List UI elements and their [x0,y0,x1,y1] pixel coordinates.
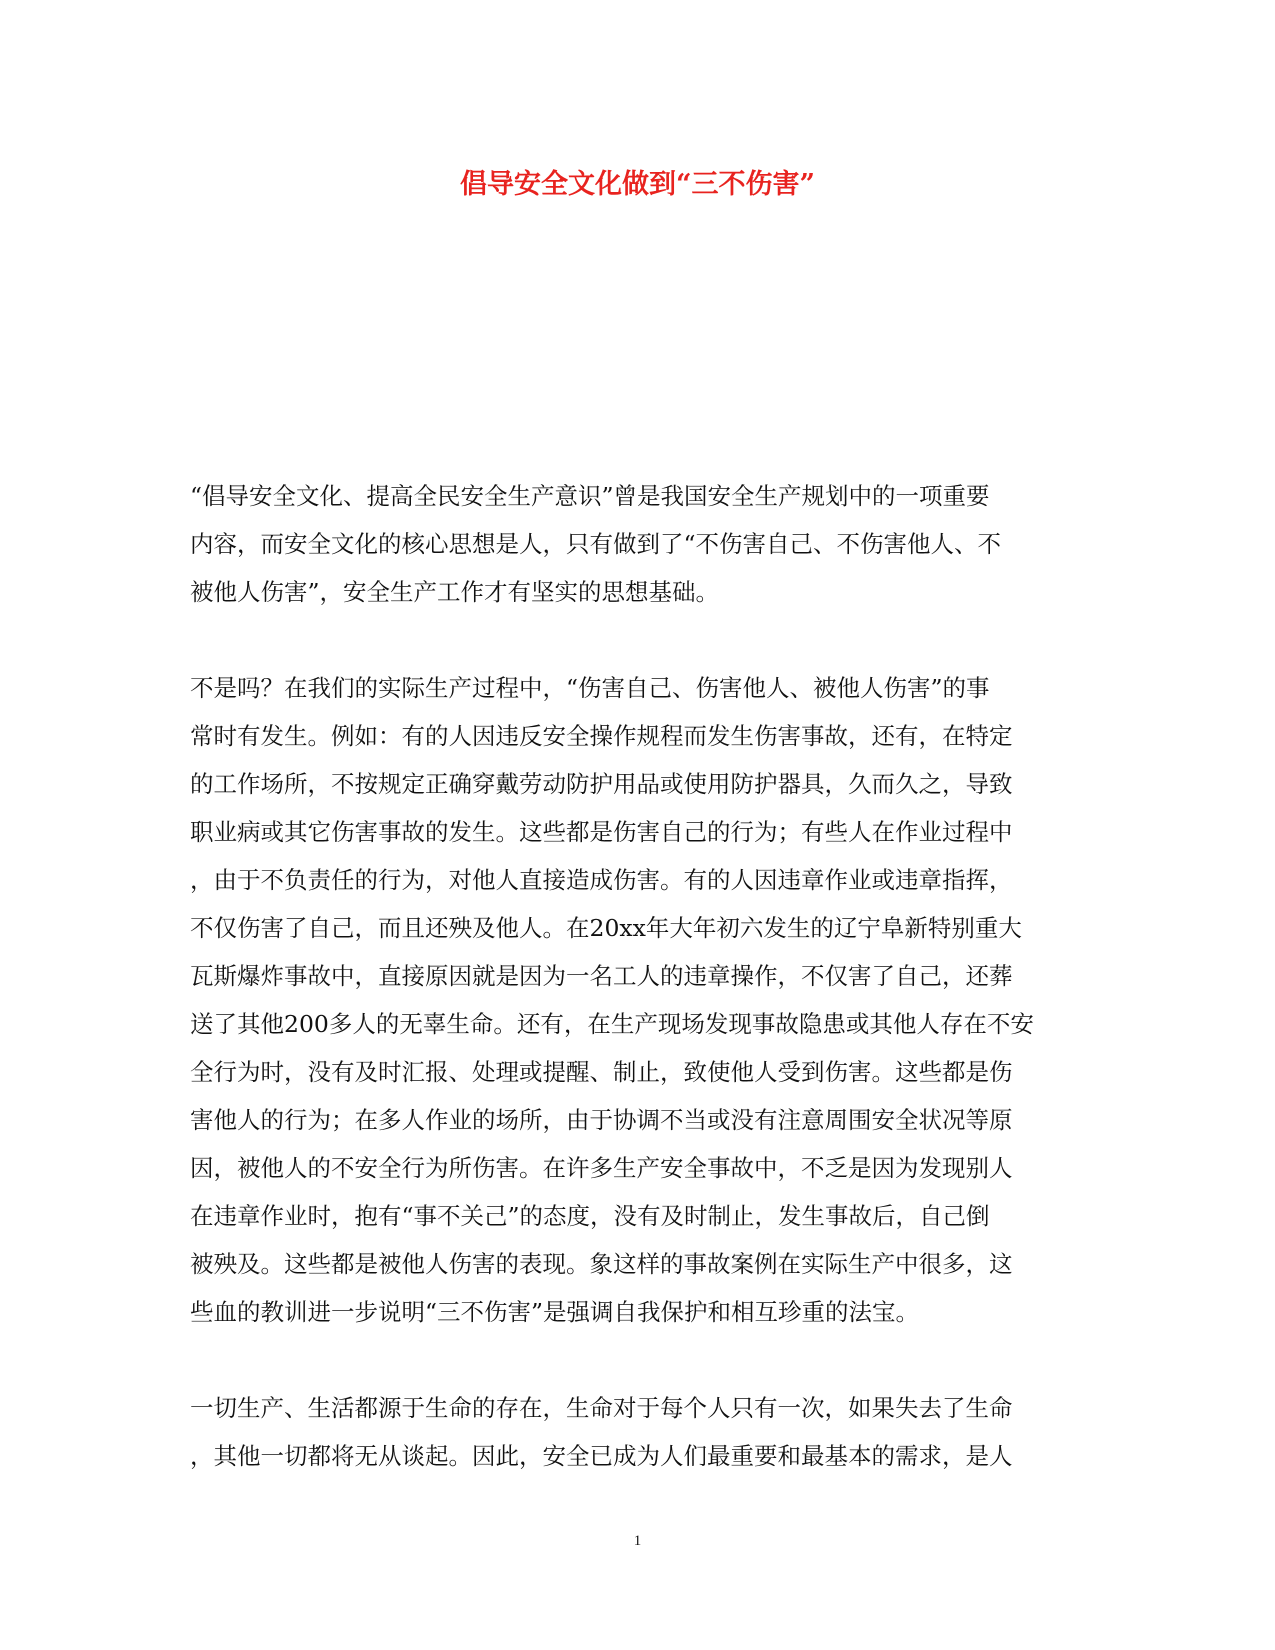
text-line: 被他人伤害”，安全生产工作才有坚实的思想基础。 [190,578,720,606]
text-line: 常时有发生。例如：有的人因违反安全操作规程而发生伤害事故，还有，在特定 [190,722,1013,750]
text-line: 因，被他人的不安全行为所伤害。在许多生产安全事故中，不乏是因为发现别人 [190,1154,1013,1182]
text-line: 的工作场所，不按规定正确穿戴劳动防护用品或使用防护器具，久而久之，导致 [190,770,1013,798]
text-line: 送了其他200多人的无辜生命。还有，在生产现场发现事故隐患或其他人存在不安 [190,1010,1034,1038]
text-line: ，其他一切都将无从谈起。因此，安全已成为人们最重要和最基本的需求，是人 [190,1442,1013,1470]
text-line: 害他人的行为；在多人作业的场所，由于协调不当或没有注意周围安全状况等原 [190,1106,1013,1134]
text-line: 一切生产、生活都源于生命的存在，生命对于每个人只有一次，如果失去了生命 [190,1394,1013,1422]
text-line: ，由于不负责任的行为，对他人直接造成伤害。有的人因违章作业或违章指挥， [190,866,1013,894]
document-body [190,472,1085,1528]
text-line: 职业病或其它伤害事故的发生。这些都是伤害自己的行为；有些人在作业过程中 [190,818,1013,846]
paragraph-3 [190,1384,1085,1480]
text-line: 不仅伤害了自己，而且还殃及他人。在20xx年大年初六发生的辽宁阜新特别重大 [190,914,1022,942]
paragraph-1 [190,472,1085,616]
text-line: “倡导安全文化、提高全民安全生产意识”曾是我国安全生产规划中的一项重要 [190,482,990,510]
text-line: 些血的教训进一步说明“三不伤害”是强调自我保护和相互珍重的法宝。 [190,1298,920,1326]
text-line: 在违章作业时，抱有“事不关己”的态度，没有及时制止，发生事故后，自己倒 [190,1202,990,1230]
text-line: 被殃及。这些都是被他人伤害的表现。象这样的事故案例在实际生产中很多，这 [190,1250,1013,1278]
page-number: 1 [633,1533,642,1549]
paragraph-2 [190,664,1085,1336]
text-line: 全行为时，没有及时汇报、处理或提醒、制止，致使他人受到伤害。这些都是伤 [190,1058,1013,1086]
document-title: 倡导安全文化做到“三不伤害” [459,169,816,200]
text-line: 内容，而安全文化的核心思想是人，只有做到了“不伤害自己、不伤害他人、不 [190,530,1002,558]
text-line: 不是吗？在我们的实际生产过程中，“伤害自己、伤害他人、被他人伤害”的事 [190,674,990,702]
text-line: 瓦斯爆炸事故中，直接原因就是因为一名工人的违章操作，不仅害了自己，还葬 [190,962,1013,990]
